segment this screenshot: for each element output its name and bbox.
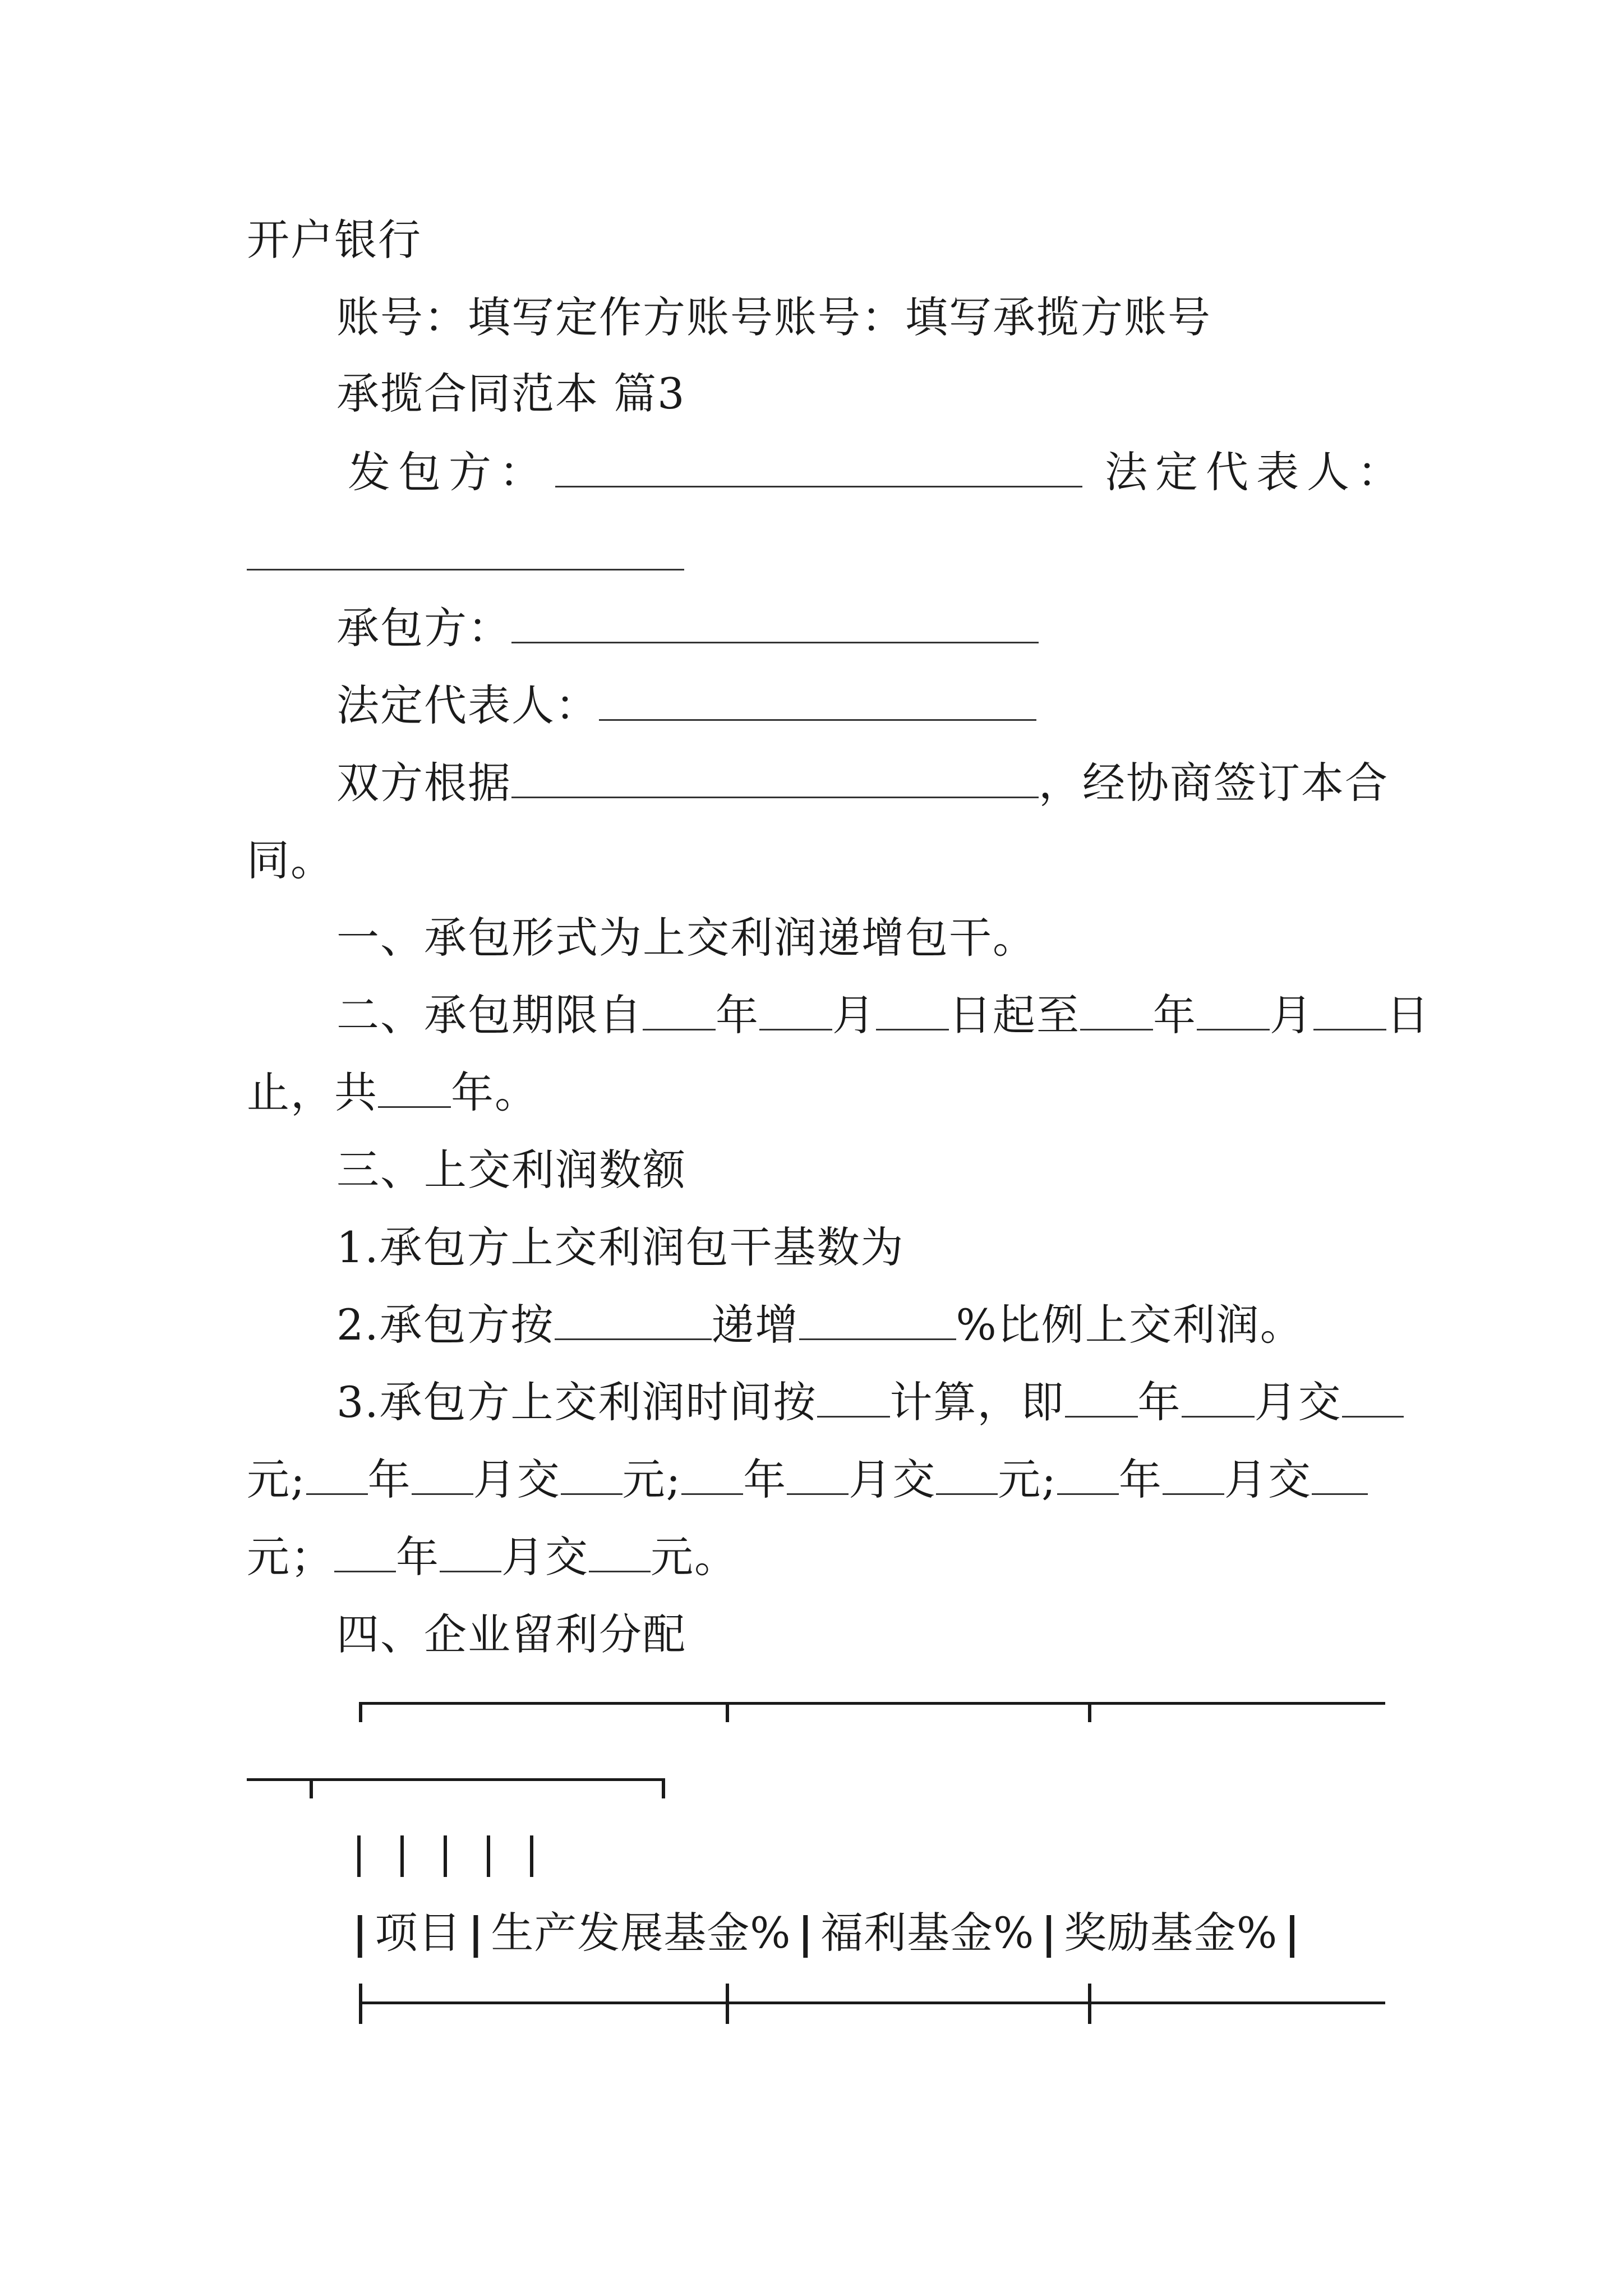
year-label: 年 xyxy=(1153,990,1197,1040)
pay-label: 月交 xyxy=(849,1455,937,1504)
table-tick xyxy=(310,1778,313,1798)
table-cross xyxy=(726,1984,729,2024)
day-label: 日 xyxy=(1386,990,1430,1040)
basis-cont: 同。 xyxy=(247,835,334,885)
table-cross xyxy=(359,1984,362,2024)
pay-year-blank[interactable] xyxy=(1065,1374,1138,1418)
table-tick xyxy=(726,1702,729,1722)
year-label: 年 xyxy=(716,990,759,1040)
rep-label-2: 法定代表人： xyxy=(336,680,599,730)
blank[interactable] xyxy=(412,1452,473,1495)
basis-prefix: 双方根据 xyxy=(336,758,511,808)
clause-3-3-cont-2 xyxy=(247,1529,738,1585)
clause-2-cont-prefix: 止，共 xyxy=(247,1068,378,1117)
contractor-line xyxy=(348,444,1408,500)
bank-label: 开户银行 xyxy=(247,215,422,265)
blank[interactable] xyxy=(440,1529,501,1572)
table-bar xyxy=(400,1835,404,1877)
table-separator xyxy=(359,2001,1385,2004)
contractor-label: 发包方： xyxy=(348,447,550,497)
clause-3: 三、上交利润数额 xyxy=(336,1145,686,1195)
yuan-label: 元; xyxy=(998,1455,1057,1504)
clause-1: 一、承包形式为上交利润递增包干。 xyxy=(336,913,1036,963)
header-bonus-fund: 奖励基金% xyxy=(1064,1908,1278,1958)
year-label: 年 xyxy=(1137,1377,1182,1427)
basis-suffix: ，经协商签订本合 xyxy=(1039,758,1389,808)
section-heading: 承揽合同范本 篇3 xyxy=(336,369,686,418)
calc-basis-blank[interactable] xyxy=(817,1374,890,1418)
rep-line-2 xyxy=(336,678,1036,734)
c33-prefix: 3.承包方上交利润时间按 xyxy=(336,1377,817,1427)
clause-3-3-cont-1 xyxy=(247,1452,1368,1508)
pay-amount-blank[interactable] xyxy=(1342,1374,1404,1418)
table-bar xyxy=(487,1835,490,1877)
table-bar xyxy=(530,1835,533,1877)
blank[interactable] xyxy=(334,1529,396,1572)
pay-label: 月交 xyxy=(1224,1455,1312,1504)
subcontractor-line xyxy=(336,600,1039,656)
year-label: 年 xyxy=(396,1532,440,1582)
c32-mid: 递增 xyxy=(711,1300,799,1350)
clause-3-2 xyxy=(336,1297,1304,1353)
rep-blank-1[interactable] xyxy=(247,524,684,570)
header-welfare-fund: 福利基金% xyxy=(820,1908,1035,1958)
percent-blank[interactable] xyxy=(799,1297,956,1340)
start-day-blank[interactable] xyxy=(876,987,949,1030)
blank[interactable] xyxy=(589,1529,651,1572)
base-blank[interactable] xyxy=(555,1297,712,1340)
c32-prefix: 2.承包方按 xyxy=(336,1300,555,1350)
contractor-blank[interactable] xyxy=(555,444,1082,487)
clause-4: 四、企业留利分配 xyxy=(336,1609,686,1659)
clause-3-3 xyxy=(336,1374,1404,1430)
blank[interactable] xyxy=(561,1452,623,1495)
blank[interactable] xyxy=(306,1452,368,1495)
blank[interactable] xyxy=(1057,1452,1119,1495)
clause-2-prefix: 二、承包期限自 xyxy=(336,990,643,1040)
pay-label: 月交 xyxy=(473,1455,561,1504)
basis-blank[interactable] xyxy=(511,755,1039,798)
table-bar: | xyxy=(352,1908,368,1958)
year-label: 年 xyxy=(743,1455,787,1504)
day-from-label: 日起至 xyxy=(949,990,1080,1040)
table-tick xyxy=(1088,1702,1091,1722)
clause-2-cont-suffix: 年。 xyxy=(451,1068,538,1117)
blank[interactable] xyxy=(787,1452,849,1495)
end-month-blank[interactable] xyxy=(1197,987,1270,1030)
start-year-blank[interactable] xyxy=(643,987,716,1030)
blank[interactable] xyxy=(1312,1452,1368,1495)
basis-line xyxy=(336,755,1389,811)
header-production-fund: 生产发展基金% xyxy=(491,1908,791,1958)
end-year-blank[interactable] xyxy=(1080,987,1153,1030)
pay-label: 月交 xyxy=(1254,1377,1342,1427)
pay-month-blank[interactable] xyxy=(1182,1374,1255,1418)
year-label: 年 xyxy=(1118,1455,1163,1504)
header-item: 项目 xyxy=(375,1908,462,1958)
end-day-blank[interactable] xyxy=(1313,987,1386,1030)
month-label: 月 xyxy=(832,990,876,1040)
clause-3-1: 1.承包方上交利润包干基数为 xyxy=(336,1222,905,1272)
rep-blank-2[interactable] xyxy=(599,678,1036,721)
total-years-blank[interactable] xyxy=(378,1065,451,1108)
clause-2-cont xyxy=(247,1065,538,1121)
table-bar xyxy=(444,1835,447,1877)
clause-2 xyxy=(336,987,1430,1043)
table-bar: | xyxy=(1284,1908,1301,1958)
year-label: 年 xyxy=(367,1455,412,1504)
table-corner xyxy=(359,1702,362,1722)
table-corner xyxy=(662,1778,665,1798)
table-bar: | xyxy=(1041,1908,1058,1958)
table-bar xyxy=(357,1835,361,1877)
subcontractor-blank[interactable] xyxy=(511,600,1039,643)
blank[interactable] xyxy=(681,1452,743,1495)
blank[interactable] xyxy=(936,1452,998,1495)
yuan-label: 元; xyxy=(247,1455,306,1504)
yuan-label: 元； xyxy=(247,1532,334,1582)
rep-label-1: 法定代表人： xyxy=(1105,447,1408,497)
month-label: 月 xyxy=(1270,990,1313,1040)
c33-mid: 计算，即 xyxy=(889,1377,1065,1427)
pay-label: 月交 xyxy=(501,1532,589,1582)
yuan-end-label: 元。 xyxy=(651,1532,738,1582)
table-bar: | xyxy=(468,1908,485,1958)
c32-suffix: %比例上交利润。 xyxy=(956,1300,1304,1350)
subcontractor-label: 承包方： xyxy=(336,603,511,653)
blank[interactable] xyxy=(1163,1452,1224,1495)
table-header-row xyxy=(352,1905,1301,1961)
yuan-label: 元; xyxy=(622,1455,682,1504)
account-line: 账号：填写定作方账号账号：填写承揽方账号 xyxy=(336,292,1211,342)
start-month-blank[interactable] xyxy=(759,987,832,1030)
table-bar: | xyxy=(797,1908,814,1958)
table-top-border xyxy=(359,1702,1385,1705)
table-cross xyxy=(1088,1984,1091,2024)
